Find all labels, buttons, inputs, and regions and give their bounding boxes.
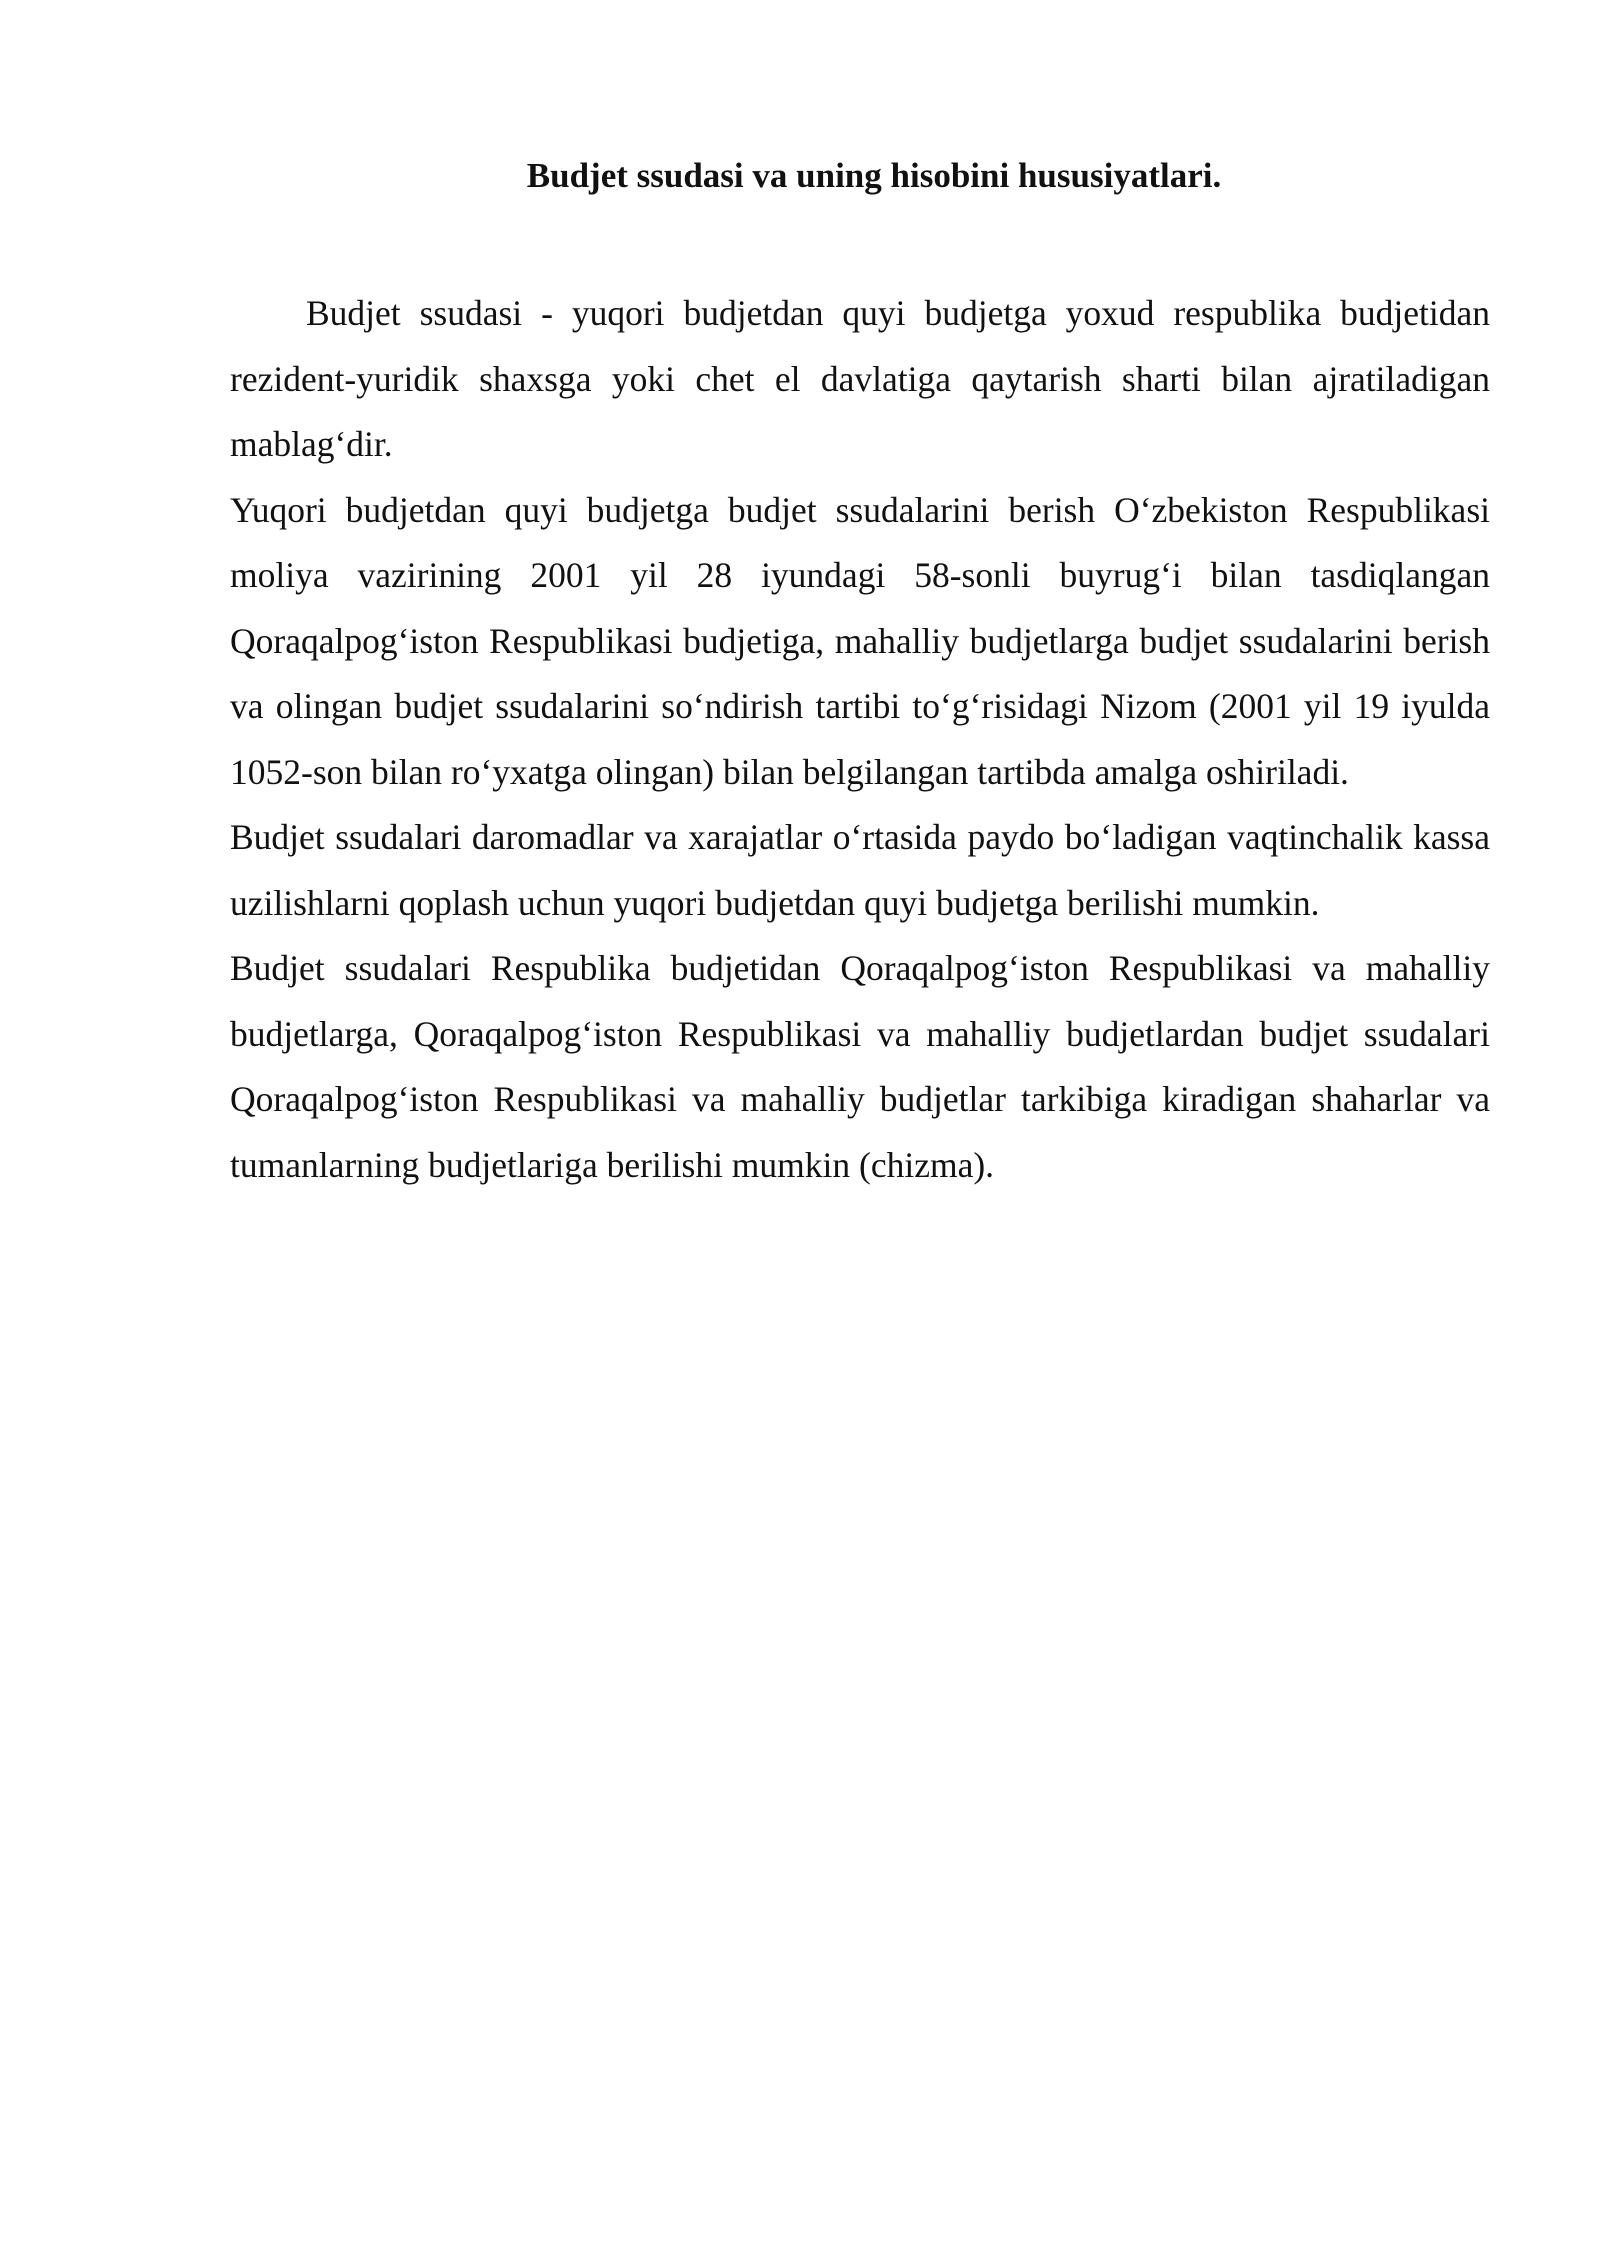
paragraph-definition: Budjet ssudasi - yuqori budjetdan quyi budjetga yoxud respublika budjetidan rezident-yuridik shaxsga yoki chet el davlatiga qaytarish sharti bilan ajratiladigan mablag‘dir.	[230, 293, 1490, 464]
paragraph-procedure: Yuqori budjetdan quyi budjetga budjet ssudalarini berish O‘zbekiston Respublikasi moliya vazirining 2001 yil 28 iyundagi 58-sonli buyrug‘i bilan tasdiqlangan Qoraqalpog‘iston Respublikasi budjetiga, mahalliy budjetlarga budjet ssudalarini berish va olingan budjet ssudalarini so‘ndirish tartibi to‘g‘risidagi Nizom (2001 yil 19 iyulda 1052-son bilan ro‘yxatga olingan) bilan belgilangan tartibda amalga oshiriladi.	[230, 489, 1490, 792]
document-body	[230, 281, 1490, 1198]
paragraph-distribution: Budjet ssudalari Respublika budjetidan Qoraqalpog‘iston Respublikasi va mahalliy budjetlarga, Qoraqalpog‘iston Respublikasi va mahalliy budjetlardan budjet ssudalari Qoraqalpog‘iston Respublikasi va mahalliy budjetlar tarkibiga kiradigan shaharlar va tumanlarning budjetlariga berilishi mumkin (chizma).	[230, 948, 1490, 1185]
paragraph-purpose: Budjet ssudalari daromadlar va xarajatlar o‘rtasida paydo bo‘ladigan vaqtinchalik kassa uzilishlarni qoplash uchun yuqori budjetdan quyi budjetga berilishi mumkin.	[230, 817, 1490, 923]
document-title: Budjet ssudasi va uning hisobini hususiyatlari.	[526, 156, 1222, 195]
